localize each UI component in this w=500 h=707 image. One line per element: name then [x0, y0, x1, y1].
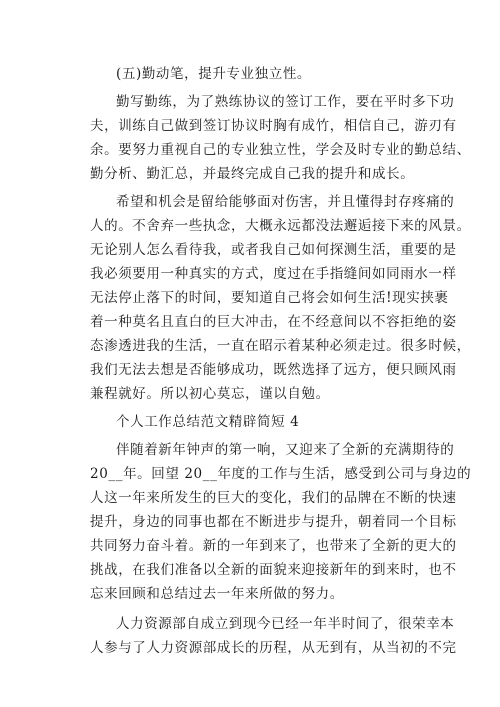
paragraph-line: 勤分析、勤汇总，并最终完成自己我的提升和成长。	[90, 166, 415, 182]
paragraph-line: 挑战，在我们准备以全新的面貌来迎接新年的到来时，也不	[90, 562, 457, 578]
paragraph-line: 着一种莫名且直白的巨大冲击，在不经意间以不容拒绝的姿	[90, 314, 457, 330]
paragraph-line: 20__年。回望 20__年度的工作与生活，感受到公司与身边的	[90, 466, 472, 482]
paragraph-line: 人参与了人力资源部成长的历程，从无到有，从当初的不完	[90, 640, 457, 656]
section-heading: (五)勤动笔，提升专业独立性。	[116, 66, 312, 82]
paragraph-line: 人的。不舍弃一些执念，大概永远都没法邂逅接下来的风景。	[90, 218, 471, 234]
paragraph-line: 态渗透进我的生活，一直在昭示着某种必须走过。很多时候，	[90, 338, 471, 354]
paragraph-line: 忘来回顾和总结过去一年来所做的努力。	[90, 586, 344, 602]
paragraph-line: 我必须要用一种真实的方式，度过在手指缝间如同雨水一样	[90, 266, 457, 282]
paragraph-line: 无法停止落下的时间，要知道自己将会如何生活!现实挟裹	[90, 290, 449, 306]
paragraph-line: 余。要努力重视自己的专业独立性，学会及时专业的勤总结、	[90, 142, 471, 158]
section-title: 个人工作总结范文精辟简短 4	[116, 414, 300, 430]
paragraph-line: 我们无法去想是否能够成功，既然选择了远方，便只顾风雨	[90, 362, 457, 378]
paragraph-line: 无论别人怎么看待我，或者我自己如何探测生活，重要的是	[90, 242, 457, 258]
paragraph-line: 人力资源部自成立到现今已经一年半时间了，很荣幸本	[116, 616, 455, 632]
paragraph-line: 兼程就好。所以初心莫忘，谨以自勉。	[90, 386, 330, 402]
paragraph-line: 伴随着新年钟声的第一响，又迎来了全新的充满期待的	[116, 442, 455, 458]
paragraph-line: 希望和机会是留给能够面对伤害，并且懂得封存疼痛的	[116, 194, 455, 210]
paragraph-line: 提升，身边的同事也都在不断进步与提升，朝着同一个目标	[90, 514, 457, 530]
paragraph-line: 勤写勤练，为了熟练协议的签订工作，要在平时多下功	[116, 94, 455, 110]
paragraph-line: 共同努力奋斗着。新的一年到来了，也带来了全新的更大的	[90, 538, 457, 554]
paragraph-line: 人这一年来所发生的巨大的变化，我们的品牌在不断的快速	[90, 490, 457, 506]
paragraph-line: 夫，训练自己做到签订协议时胸有成竹，相信自己，游刃有	[90, 118, 457, 134]
